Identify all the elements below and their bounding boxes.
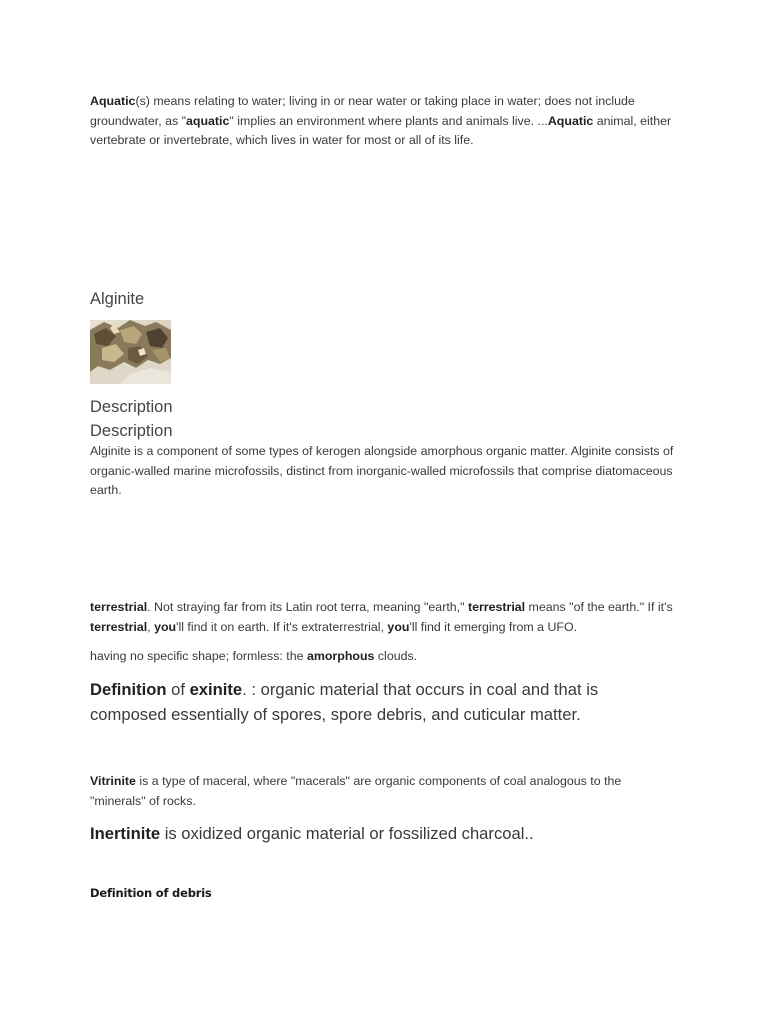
text-span: of: [166, 680, 190, 699]
vitrinite-paragraph: [90, 772, 680, 811]
term-you: you: [154, 619, 177, 634]
term-you: you: [387, 619, 410, 634]
term-definition: Definition: [90, 680, 167, 699]
term-terrestrial: terrestrial: [90, 619, 148, 634]
term-terrestrial: terrestrial: [467, 600, 526, 614]
text-span: 'll find it on earth. If it's extraterrestrial,: [176, 619, 388, 634]
exinite-definition: [90, 677, 650, 727]
term-aquatic-animal: Aquatic: [547, 113, 594, 128]
text-span: (s) means relating to water; living in or near water or taking place in water; does not include groundwater, as ": [90, 94, 635, 128]
text-span: having no specific shape; formless: the: [90, 649, 307, 663]
alginite-image: [90, 320, 171, 384]
term-aquatic: Aquatic: [90, 94, 136, 108]
text-span: animal, either vertebrate or invertebrate, which lives in water for most or all of its life.: [90, 113, 672, 147]
alginite-title: Alginite: [90, 290, 145, 308]
term-vitrinite: Vitrinite: [90, 774, 136, 788]
inertinite-paragraph: [90, 821, 680, 846]
description-heading: Description: [90, 422, 173, 440]
alginite-description: Alginite is a component of some types of kerogen alongside amorphous organic matter. Alginite consists of organic-walled marine microfossils, distinct from inorganic-walled microfossils that comprise diatomaceous earth.: [90, 444, 674, 497]
debris-definition-label: Definition of debris: [90, 886, 212, 900]
terrestrial-paragraph: [90, 598, 690, 637]
aquatic-paragraph: [90, 92, 680, 151]
term-aquatic-quoted: aquatic: [186, 113, 230, 128]
text-span: is a type of maceral, where "macerals" are organic components of coal analogous to the "minerals" of rocks.: [90, 774, 622, 808]
term-exinite: exinite: [189, 680, 243, 699]
term-inertinite: Inertinite: [90, 824, 161, 843]
description-heading: Description: [90, 398, 173, 416]
text-span: clouds.: [374, 649, 418, 663]
text-span: ,: [147, 619, 155, 634]
term-terrestrial: terrestrial: [90, 600, 148, 614]
text-span: . : organic material that occurs in coal and that is composed essentially of spores, spore debris, and cuticular matter.: [90, 680, 599, 724]
term-amorphous: amorphous: [306, 649, 375, 663]
amorphous-paragraph: [90, 647, 680, 667]
text-span: is oxidized organic material or fossilized charcoal..: [160, 824, 534, 843]
text-span: " implies an environment where plants and animals live. ...: [229, 113, 548, 128]
text-span: means "of the earth." If it's: [525, 600, 673, 614]
text-span: . Not straying far from its Latin root terra, meaning "earth,": [147, 600, 468, 614]
text-span: 'll find it emerging from a UFO.: [409, 619, 578, 634]
